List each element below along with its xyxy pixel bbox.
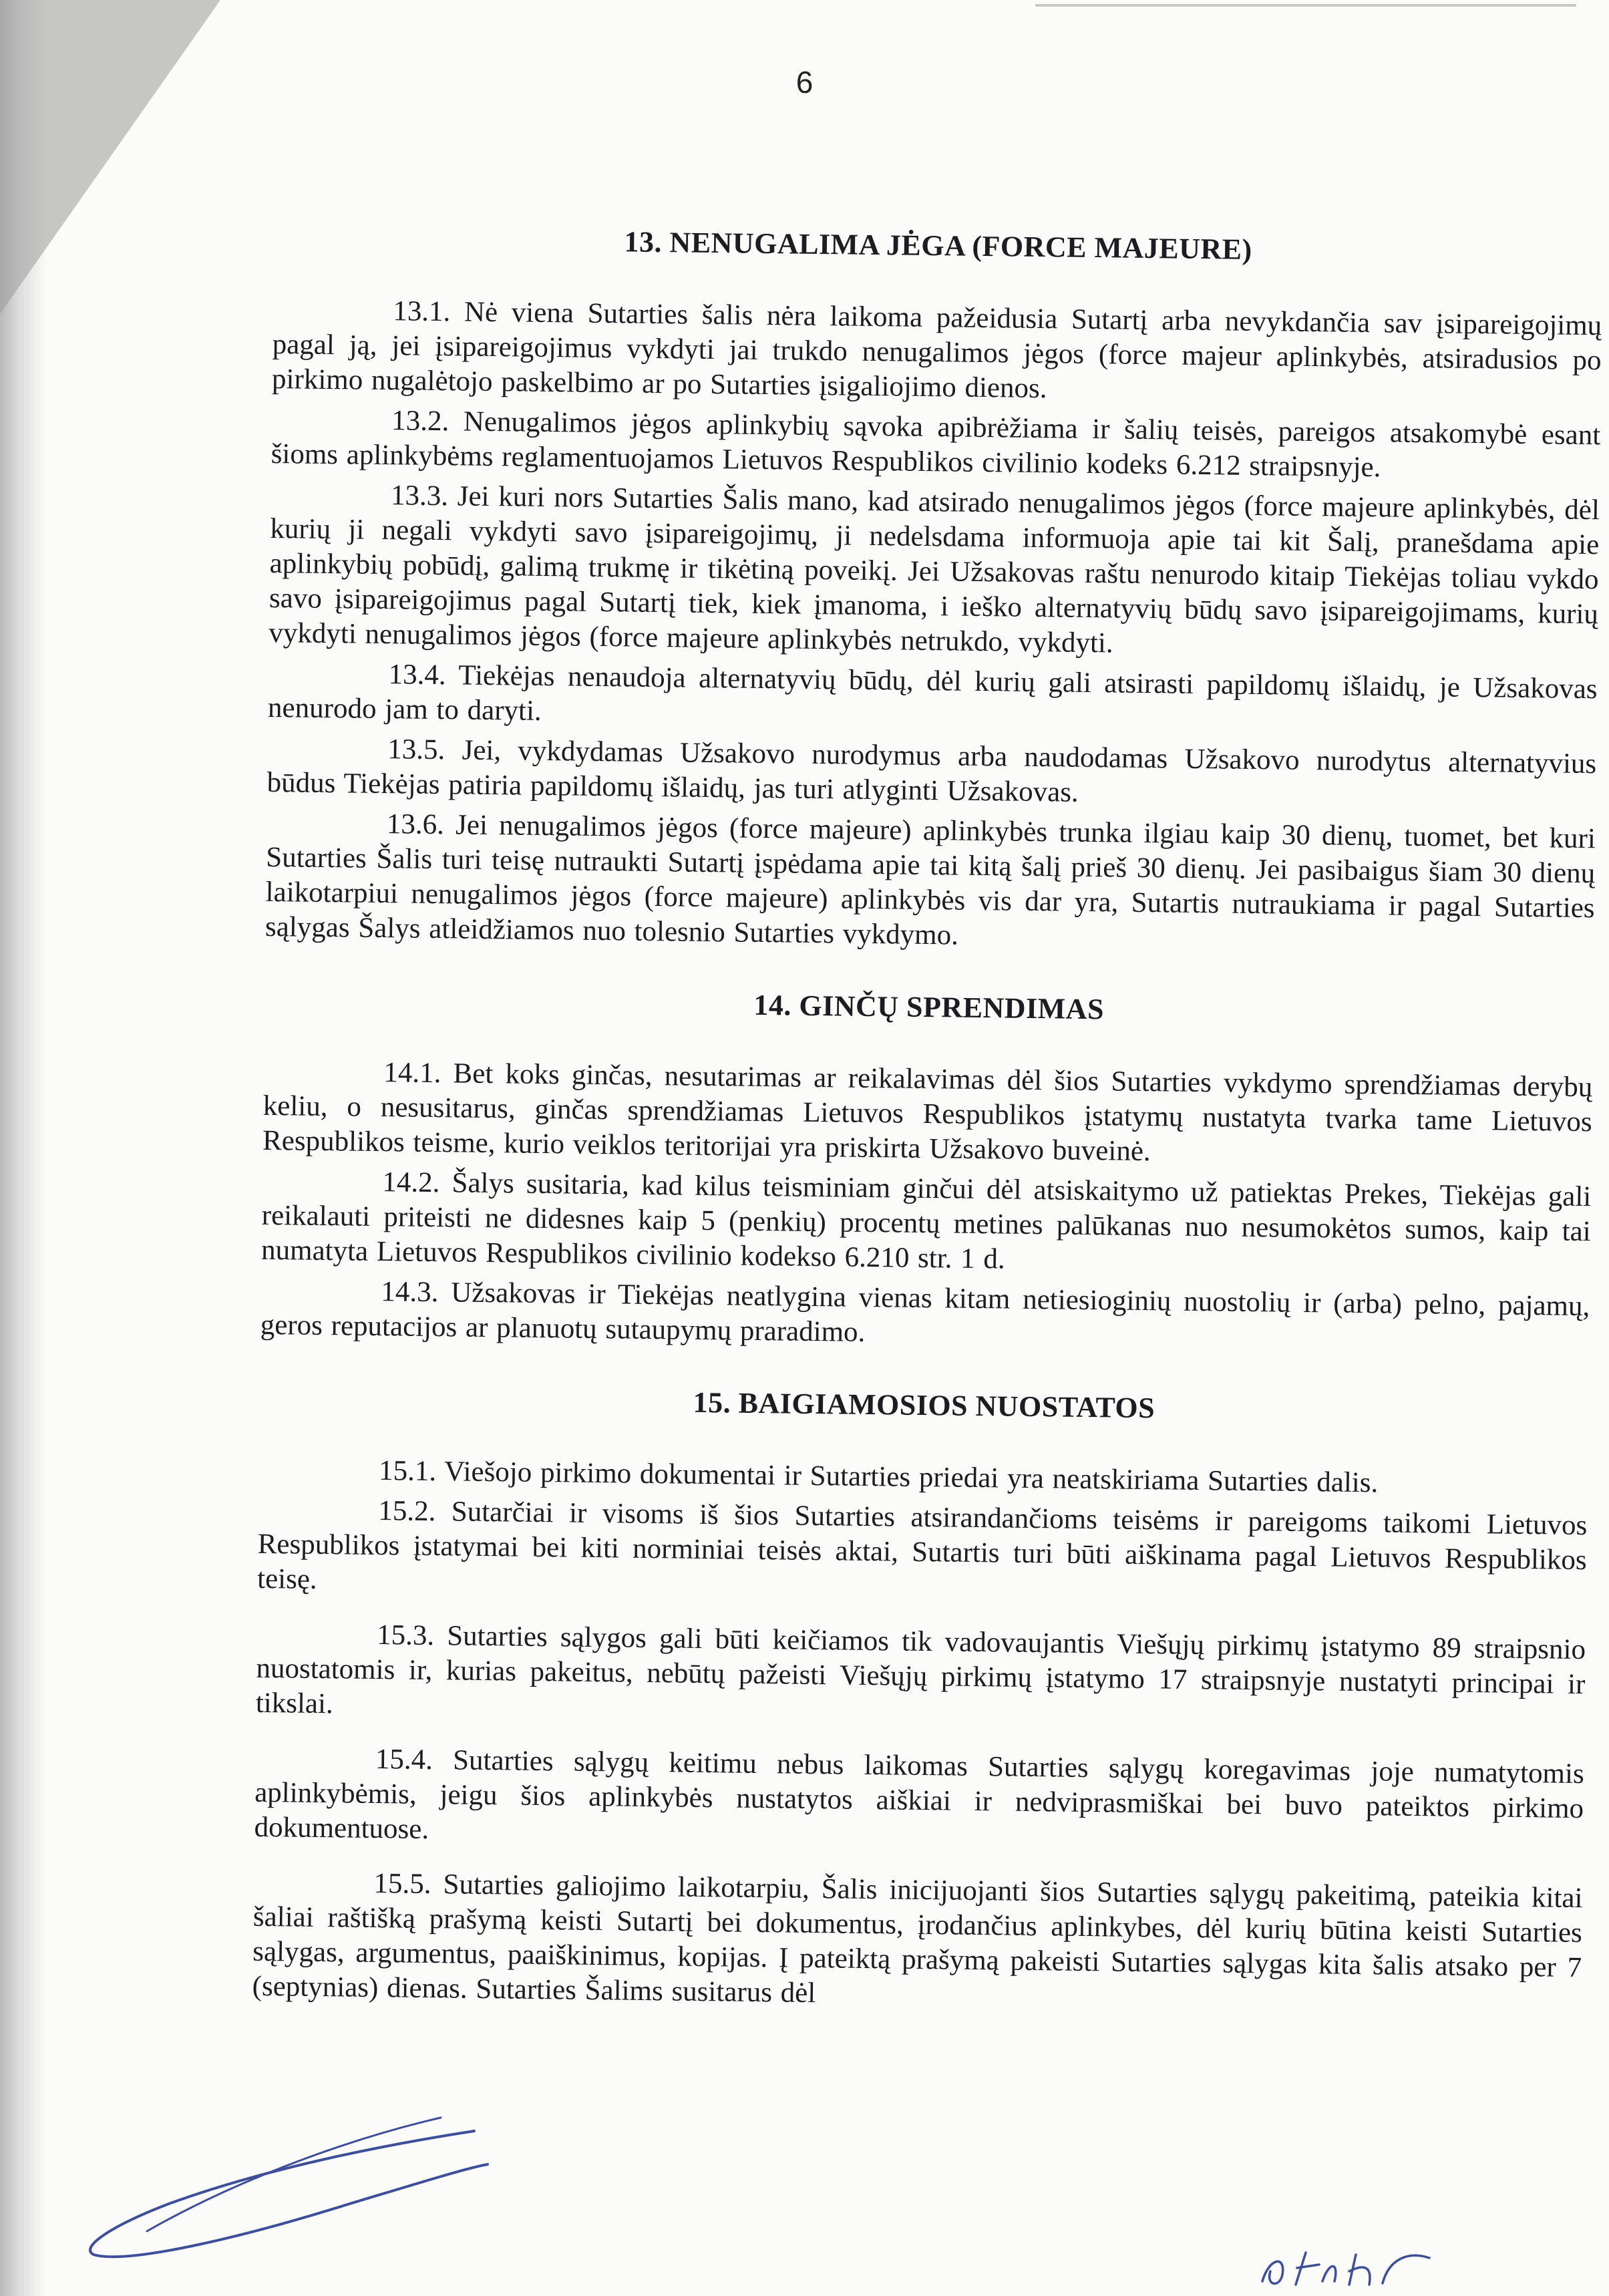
- paragraph-13-4: 13.4. Tiekėjas nenaudoja alternatyvių būdų, dėl kurių gali atsirasti papildomų išlaidų, je Užsakovas nenurodo jam to daryti.: [267, 659, 1598, 727]
- paragraph-15-2: 15.2. Sutarčiai ir visoms iš šios Sutarties atsirandančioms teisėms ir pareigoms taikomi Lietuvos Respublikos įstatymai bei kiti norminiai teisės aktai, Sutartis turi būti aiškinama pagal Lietuvos Respublikos teisę.: [256, 1495, 1588, 1595]
- paragraph-14-1: 14.1. Bet koks ginčas, nesutarimas ar reikalavimas dėl šios Sutarties vykdymo sprendžiamas derybų keliu, o nesusitarus, ginčas sprendžiamas Lietuvos Respublikos įstatymų nustatyta tvarka tame Lietuvos Respublikos teisme, kurio veiklos teritorijai yra priskirta Užsakovo buveinė.: [262, 1057, 1593, 1168]
- paragraph-14-2: 14.2. Šalys susitaria, kad kilus teisminiam ginčui dėl atsiskaitymo už patiektas Prekes, Tiekėjas gali reikalauti priteisti ne didesnes kaip 5 (penkių) procentų metines palūkanas nuo nesumokėtos sumos, kaip tai numatyta Lietuvos Respublikos civilinio kodekso 6.210 str. 1 d.: [260, 1166, 1592, 1275]
- section-15-title: 15. BAIGIAMOSIOS NUOSTATOS: [693, 1385, 1155, 1425]
- section-13-title: 13. NENUGALIMA JĖGA (FORCE MAJEURE): [624, 225, 1253, 266]
- paragraph-13-1: 13.1. Nė viena Sutarties šalis nėra laikoma pažeidusia Sutartį arba nevykdančia sav įsipareigojimų pagal ją, jei įsipareigojimus vykdyti jai trukdo nenugalimos jėgos (force majeur aplinkybės, atsiradusios po pirkimo nugalėtojo paskelbimo ar po Sutarties įsigaliojimo dienos.: [271, 295, 1602, 405]
- paragraph-13-3: 13.3. Jei kuri nors Sutarties Šalis mano, kad atsirado nenugalimos jėgos (force majeure aplinkybės, dėl kurių ji negali vykdyti savo įsipareigojimų, ji nedelsdama informuoja apie tai kit Šalį, pranešdama apie aplinkybių pobūdį, galimą trukmę ir tikėtiną poveikį. Jei Užsakovas raštu nenurodo kitaip Tiekėjas toliau vykdo savo įsipareigojimus pagal Sutartį tiek, kiek įmanoma, i ieško alternatyvių būdų savo įsipareigojimams, kurių vykdyti nenugalimos jėgos (force majeure aplinkybės netrukdo, vykdyti.: [269, 480, 1600, 659]
- scan-top-line: [1035, 4, 1576, 7]
- scan-edge-shadow: [0, 0, 47, 2296]
- section-14-title: 14. GINČŲ SPRENDIMAS: [753, 988, 1105, 1026]
- paragraph-13-2: 13.2. Nenugalimos jėgos aplinkybių sąvoka apibrėžiama ir šalių teisės, pareigos atsakomybė esant šioms aplinkybėms reglamentuojamos Lietuvos Respublikos civilinio kodeks 6.212 straipsnyje.: [271, 405, 1601, 484]
- paragraph-15-5: 15.5. Sutarties galiojimo laikotarpiu, Šalis inicijuojanti šios Sutarties sąlygų pakeitimą, pateikia kitai šaliai raštišką prašymą keisti Sutartį bei dokumentus, įrodančius aplinkybes, dėl kurių būtina keisti Sutarties sąlygas, argumentus, paaiškinimus, kopijas. Į pateiktą prašymą pakeisti Sutarties sąlygas kita šalis atsako per 7 (septynias) dienas. Sutarties Šalims susitarus dėl: [252, 1868, 1583, 2009]
- signature-scribble: [67, 2104, 494, 2278]
- paragraph-13-6: 13.6. Jei nenugalimos jėgos (force majeure) aplinkybės trunka ilgiau kaip 30 dienų, tuomet, bet kuri Sutarties Šalis turi teisę nutraukti Sutartį įspėdama apie tai kitą šalį prieš 30 dienų. Jei pasibaigus šiam 30 dienų laikotarpiui nenugalimos jėgos (force majeure) aplinkybės vis dar yra, Sutartis nutraukiama ir pagal Sutarties sąlygas Šalys atleidžiamos nuo tolesnio Sutarties vykdymo.: [264, 808, 1596, 951]
- folded-corner: [0, 0, 220, 314]
- paragraph-13-5: 13.5. Jei, vykdydamas Užsakovo nurodymus arba naudodamas Užsakovo nurodytus alternatyvius būdus Tiekėjas patiria papildomų išlaidų, jas turi atlyginti Užsakovas.: [266, 733, 1597, 808]
- paragraph-15-4: 15.4. Sutarties sąlygų keitimu nebus laikomas Sutarties sąlygų koregavimas joje numatytomis aplinkybėmis, jeigu šios aplinkybės nustatytos aiškiai ir nedviprasmiškai bei buvo pateiktos pirkimo dokumentuose.: [254, 1744, 1585, 1846]
- paragraph-15-3: 15.3. Sutarties sąlygos gali būti keičiamos tik vadovaujantis Viešųjų pirkimų įstatymo 89 straipsnio nuostatomis ir, kurias pakeitus, nebūtų pažeisti Viešųjų pirkimų įstatymo 17 straipsnyje nustatyti principai ir tikslai.: [255, 1619, 1586, 1720]
- document-body: [252, 220, 1603, 2025]
- paragraph-14-3: 14.3. Užsakovas ir Tiekėjas neatlygina vienas kitam netiesioginių nuostolių ir (arba) pelno, pajamų, geros reputacijos ar planuotų sutaupymų praradimo.: [260, 1276, 1590, 1348]
- page-number: 6: [795, 65, 814, 100]
- initials-signature: [1256, 2245, 1456, 2295]
- paragraph-15-1: 15.1. Viešojo pirkimo dokumentai ir Sutarties priedai yra neatskiriama Sutarties dalis.: [378, 1455, 1379, 1499]
